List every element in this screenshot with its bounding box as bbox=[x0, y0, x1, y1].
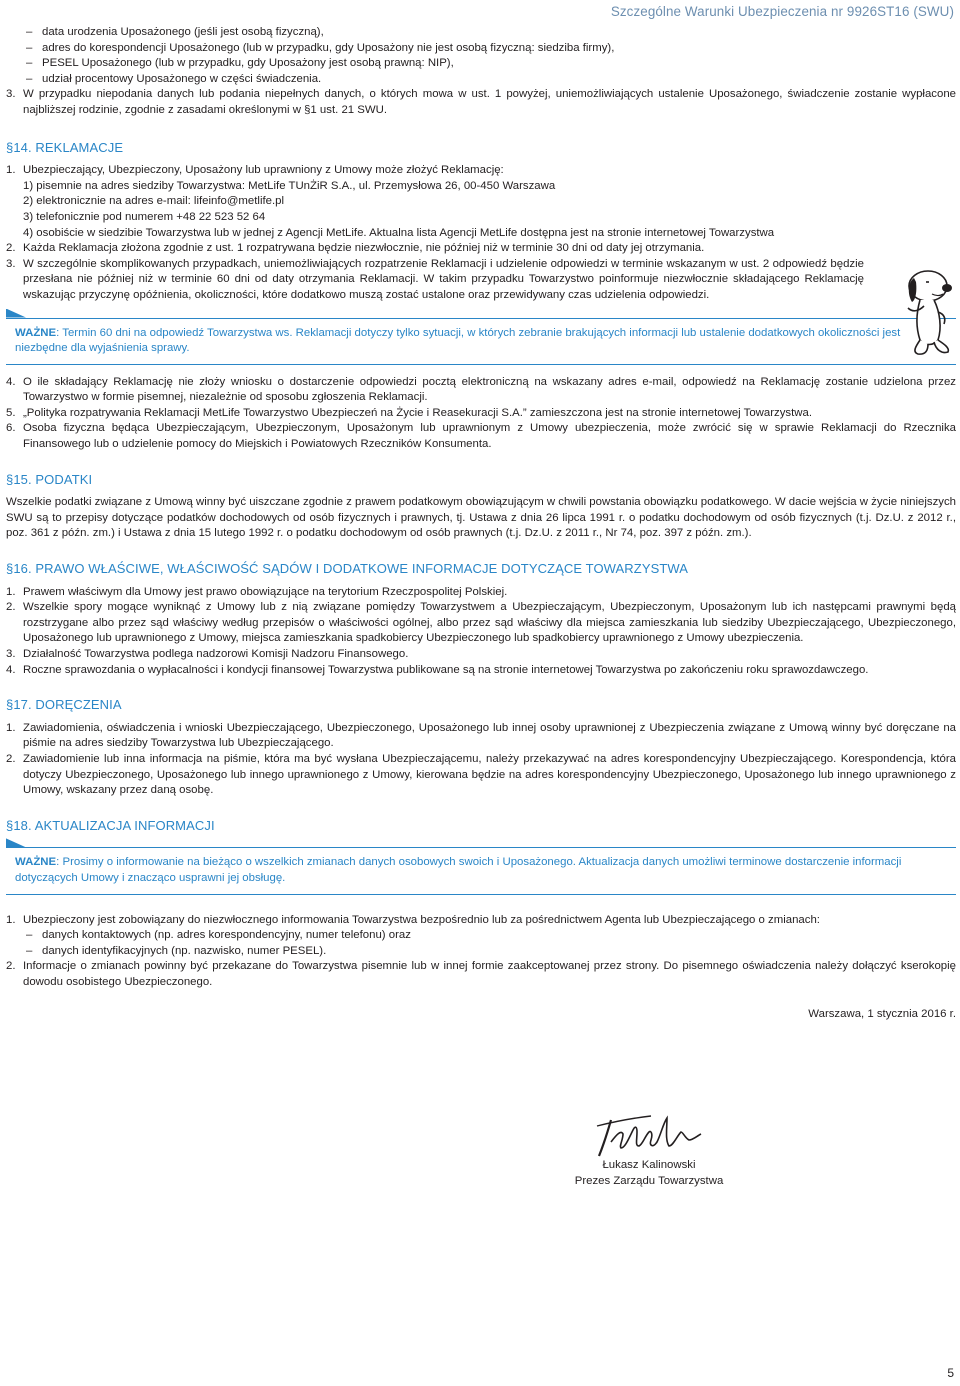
clause-text: W szczególnie skomplikowanych przypadkach, uniemożliwiających rozpatrzenie Reklamacji i udzielenie odpowiedzi w terminie wskazanym w ust. 2 odpowiedź będzie przesłana nie później niż w terminie 60 dni od daty otrzymania Reklamacji. W takim przypadku Towarzystwo poinformuje niezwłocznie składającego Reklamację wskazując przyczynę opóźnienia, okoliczności, które dodatkowo muszą zostać ustalone oraz przewidywany czas udzielenia odpowiedzi. bbox=[23, 257, 864, 301]
clause-text: Zawiadomienia, oświadczenia i wnioski Ubezpieczającego, Ubezpieczonego, Uposażonego lub innej osoby uprawnionej z Ubezpieczenia związane z Umową winny być doręczane na piśmie na adres siedziby Towarzystwa lub Ubezpieczającego. bbox=[23, 721, 956, 750]
s16-clause-2 bbox=[6, 600, 956, 647]
section-15-title: §15. PODATKI bbox=[6, 471, 93, 487]
s14-subitem-2: 2) elektronicznie na adres e-mail: lifeinfo@metlife.pl bbox=[23, 195, 285, 208]
list-item: – data urodzenia Uposażonego (jeśli jest osobą fizyczną), bbox=[6, 25, 956, 41]
clause-text: Prawem właściwym dla Umowy jest prawo obowiązujące na terytorium Rzeczpospolitej Polskiej. bbox=[23, 585, 508, 598]
clause-number: 2. bbox=[6, 601, 16, 614]
clause-text: W przypadku niepodania danych lub podania niepełnych danych, o których mowa w ust. 1 powyżej, uniemożliwiających ustalenie Uposażonego, świadczenie zostanie wypłacone najbliższej rodzinie, zgodnie z zasadami określonymi w §1 ust. 21 SWU. bbox=[23, 88, 956, 116]
s16-clause-3 bbox=[6, 647, 956, 663]
clause-text: Zawiadomienie lub inna informacja na piśmie, która ma być wysłana Ubezpieczającemu, należy przekazywać na adres korespondencyjny Ubezpieczającego. Korespondencja, która dotyczy Ubezpieczonego, Uposażonego lub innego uprawnionego z Umowy, kierowana będzie na adres korespondencyjny Ubezpieczonego, Uposażonego lub innego uprawnionego z Umowy, wskazany przez daną osobę. bbox=[23, 752, 956, 797]
clause-number: 3. bbox=[6, 257, 16, 270]
clause-text: Ubezpieczony jest zobowiązany do niezwłocznego informowania Towarzystwa bezpośrednio lub za pośrednictwem Agenta lub Ubezpieczającego o zmianach: bbox=[23, 913, 820, 926]
s14-clause-5 bbox=[6, 406, 956, 422]
s18-change-list bbox=[6, 928, 956, 959]
signatory-name: Łukasz Kalinowski bbox=[602, 1159, 696, 1171]
list-item: – adres do korespondencji Uposażonego (lub w przypadku, gdy Uposażony nie jest osobą fizyczną: siedziba firmy), bbox=[6, 41, 956, 57]
clause-text: Wszelkie spory mogące wyniknąć z Umowy lub z nią związane pomiędzy Towarzystwem a Ubezpieczającym, Ubezpieczonym, Uposażonym lub ich następcami prawnymi będą rozstrzygane albo przez sąd właściwy według przepisów o właściwości ogólnej, albo przez sąd właściwy dla miejsca zamieszkania lub siedziby Ubezpieczającego, Ubezpieczonego, Uposażonego lub uprawnionego z Umowy, miejsca zamieszkania spadkobiercy Ubezpieczonego lub spadkobiercy uprawnionego z Umowy ubezpieczenia. bbox=[23, 601, 956, 645]
clause-number: 5. bbox=[6, 406, 16, 419]
signatory-role: Prezes Zarządu Towarzystwa bbox=[574, 1174, 724, 1187]
section-14-title: §14. REKLAMACJE bbox=[6, 139, 124, 155]
s15-paragraph: Wszelkie podatki związane z Umową winny być uiszczane zgodnie z prawem podatkowym obowiązującym w chwili powstania obowiązku podatkowego. W dacie wejścia w życie niniejszych SWU są to przepisy dotyczące podatków dochodowych od osób fizycznych i prawnych, tj. Ustawa z dnia 26 lipca 1991 r. o podatku dochodowym od osób fizycznych (t.j. Dz.U. z 2012 r., poz. 361 z późn. zm.) i Ustawa z dnia 15 lutego 1992 r. o podatku dochodowym od osób prawnych (t.j. Dz.U. z 2011 r., Nr 74, poz. 397 z późn. zm.). bbox=[6, 496, 956, 540]
important-note-complaints bbox=[6, 318, 956, 365]
note-text: : Termin 60 dni na odpowiedź Towarzystwa ws. Reklamacji dotyczy tylko sytuacji, w których zebranie brakujących informacji lub ustalenie dodatkowych okoliczności jest niezbędne dla wyjaśnienia sprawy. bbox=[15, 326, 901, 355]
document-header-title: Szczególne Warunki Ubezpieczenia nr 9926ST16 (SWU) bbox=[610, 4, 954, 19]
clause-number: 3. bbox=[6, 648, 16, 660]
clause-text: Każda Reklamacja złożona zgodnie z ust. 1 rozpatrywana będzie niezwłocznie, nie później niż w terminie 30 dni od daty jej otrzymania. bbox=[23, 242, 705, 255]
s14-clause-2 bbox=[6, 241, 956, 257]
list-item: – danych kontaktowych (np. adres korespondencyjny, numer telefonu) oraz bbox=[6, 928, 956, 944]
list-item: – danych identyfikacyjnych (np. nazwisko, numer PESEL). bbox=[6, 944, 956, 960]
s14-clause-1 bbox=[6, 163, 956, 179]
s17-clause-2 bbox=[6, 752, 956, 799]
list-item: – udział procentowy Uposażonego w części świadczenia. bbox=[6, 72, 956, 88]
section-16-title: §16. PRAWO WŁAŚCIWE, WŁAŚCIWOŚĆ SĄDÓW I DODATKOWE INFORMACJE DOTYCZĄCE TOWARZYSTWA bbox=[6, 561, 689, 577]
section-18-title: §18. AKTUALIZACJA INFORMACJI bbox=[6, 817, 215, 833]
note-tab-marker bbox=[6, 309, 26, 318]
snoopy-illustration-icon bbox=[898, 266, 956, 361]
clause-text: Informacje o zmianach powinny być przekazane do Towarzystwa pisemnie lub w innej formie zaakceptowanej przez strony. Do pisemnego oświadczenia należy dołączyć kserokopię dowodu osobistego Ubezpieczonego. bbox=[23, 960, 956, 988]
important-note-updates bbox=[6, 847, 956, 894]
clause-number: 1. bbox=[6, 721, 16, 734]
signature-block bbox=[566, 1112, 732, 1189]
s16-clause-1 bbox=[6, 585, 956, 601]
clause-3 bbox=[6, 87, 956, 118]
place-and-date: Warszawa, 1 stycznia 2016 r. bbox=[808, 1007, 956, 1020]
s14-subitem-3: 3) telefonicznie pod numerem +48 22 523 52 64 bbox=[23, 210, 266, 223]
clause-number: 2. bbox=[6, 242, 16, 255]
clause-text: Ubezpieczający, Ubezpieczony, Uposażony lub uprawniony z Umowy może złożyć Reklamację: bbox=[23, 164, 504, 177]
s14-subitem-1: 1) pisemnie na adres siedziby Towarzystwa: MetLife TUnŻiR S.A., ul. Przemysłowa 26, 00-450 Warszawa bbox=[23, 179, 556, 192]
list-item: – PESEL Uposażonego (lub w przypadku, gdy Uposażony jest osobą prawną: NIP), bbox=[6, 56, 956, 72]
s14-subitem-4: 4) osobiście w siedzibie Towarzystwa lub w jednej z Agencji MetLife. Aktualna lista Agencji MetLife dostępna jest na stronie internetowej Towarzystwa bbox=[23, 226, 775, 239]
clause-text: Osoba fizyczna będąca Ubezpieczającym, Ubezpieczonym, Uposażonym lub uprawnionym z Umowy ubezpieczenia, może zwrócić się w sprawie Reklamacji do Rzecznika Finansowego lub o udzielenie pomocy do Miejskich i Powiatowych Rzeczników Konsumenta. bbox=[23, 422, 956, 451]
note-text: : Prosimy o informowanie na bieżąco o wszelkich zmianach danych osobowych swoich i Uposażonego. Aktualizacja danych umożliwi terminowe dostarczenie informacji dotyczących Umowy i znacząco usprawni jej obsługę. bbox=[15, 856, 902, 884]
clause-number: 2. bbox=[6, 752, 16, 765]
note-tab-marker bbox=[6, 838, 26, 847]
clause-number: 4. bbox=[6, 663, 16, 676]
clause-text: O ile składający Reklamację nie złoży wniosku o dostarczenie odpowiedzi pocztą elektroniczną na wskazany adres e-mail, odpowiedź na Reklamację zostanie udzielona przez Towarzystwo w formie pisemnej, niezależnie od sposobu zgłoszenia Reklamacji. bbox=[23, 375, 956, 404]
clause-number: 4. bbox=[6, 375, 16, 388]
clause-number: 3. bbox=[6, 88, 16, 101]
handwritten-signature-icon bbox=[593, 1112, 705, 1158]
s18-clause-2 bbox=[6, 959, 956, 990]
clause-number: 1. bbox=[6, 585, 16, 598]
s14-clause-3 bbox=[6, 257, 956, 304]
document-body bbox=[6, 25, 956, 1022]
s14-clause-6 bbox=[6, 421, 956, 452]
clause-text: „Polityka rozpatrywania Reklamacji MetLife Towarzystwo Ubezpieczeń na Życie i Reasekuracji S.A.” zamieszczona jest na stronie internetowej Towarzystwa. bbox=[23, 406, 813, 419]
section-17-title: §17. DORĘCZENIA bbox=[6, 697, 122, 713]
s17-clause-1 bbox=[6, 721, 956, 752]
clause-number: 1. bbox=[6, 913, 16, 926]
clause-number: 2. bbox=[6, 960, 16, 973]
clause-number: 6. bbox=[6, 422, 16, 435]
beneficiary-data-list bbox=[6, 25, 956, 87]
page-number: 5 bbox=[947, 1366, 954, 1381]
clause-text: Działalność Towarzystwa podlega nadzorowi Komisji Nadzoru Finansowego. bbox=[23, 648, 409, 660]
s18-clause-1 bbox=[6, 913, 956, 929]
s14-clause-4 bbox=[6, 375, 956, 406]
clause-text: Roczne sprawozdania o wypłacalności i kondycji finansowej Towarzystwa publikowane są na stronie internetowej Towarzystwa po zakończeniu roku sprawozdawczego. bbox=[23, 663, 869, 676]
clause-number: 1. bbox=[6, 164, 16, 177]
note-label: WAŻNE bbox=[15, 326, 57, 339]
note-label: WAŻNE bbox=[15, 856, 57, 869]
s16-clause-4 bbox=[6, 663, 956, 679]
